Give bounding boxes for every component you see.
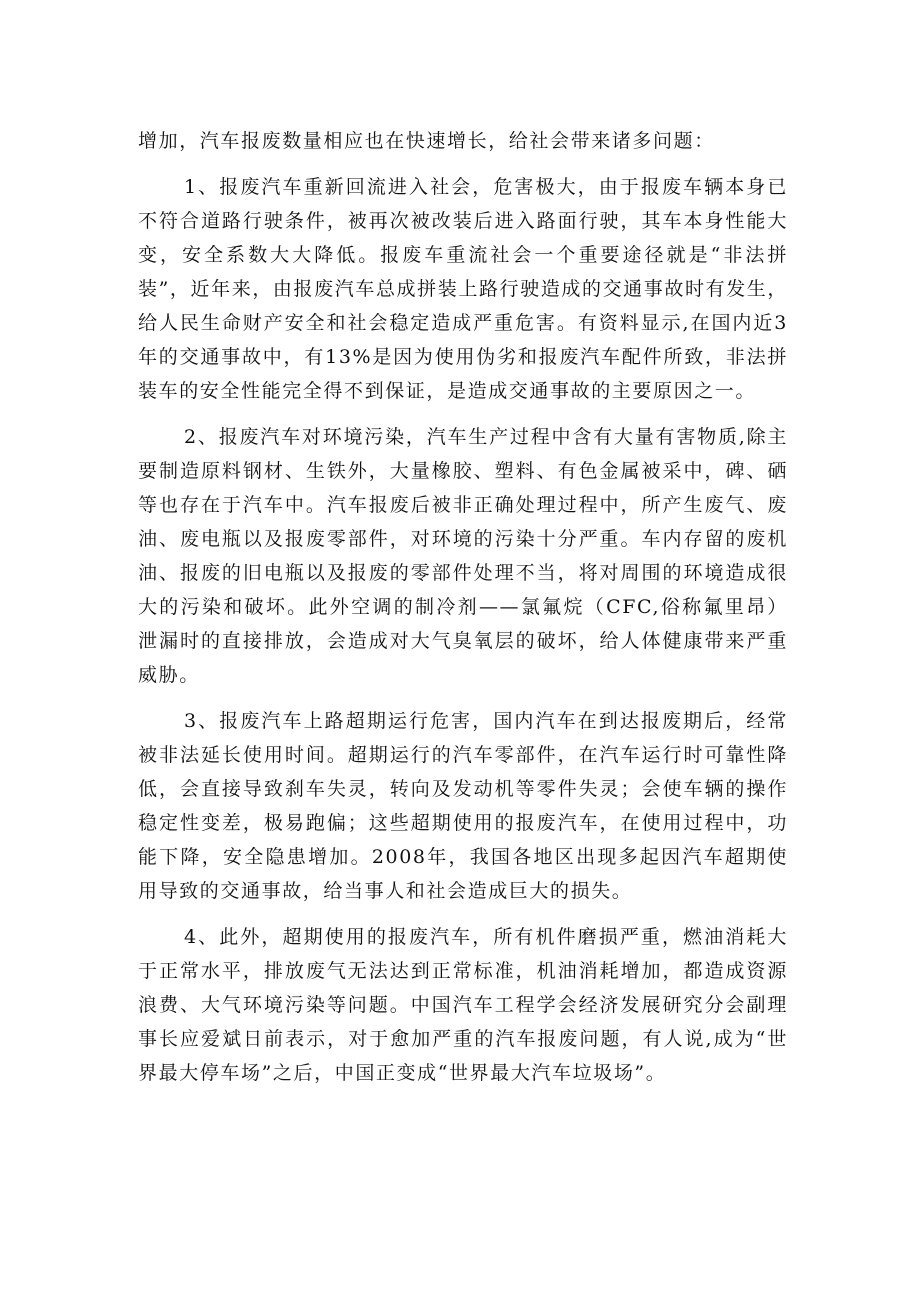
paragraph-item-3: 3、报废汽车上路超期运行危害，国内汽车在到达报废期后，经常被非法延长使用时间。超期运行的汽车零部件，在汽车运行时可靠性降低，会直接导致刹车失灵，转向及发动机等零件失灵；会使车辆的操作稳定性变差，极易跑偏；这些超期使用的报废汽车，在使用过程中，功能下降，安全隐患增加。2008年，我国各地区出现多起因汽车超期使用导致的交通事故，给当事人和社会造成巨大的损失。 — [138, 710, 788, 902]
paragraph-intro-continuation: 增加，汽车报废数量相应也在快速增长，给社会带来诸多问题： — [138, 130, 715, 152]
document-body — [138, 124, 788, 1090]
paragraph-item-1: 1、报废汽车重新回流进入社会，危害极大，由于报废车辆本身已不符合道路行驶条件，被再次被改装后进入路面行驶，其车本身性能大变，安全系数大大降低。报废车重流社会一个重要途径就是“非法拼装”，近年来，由报废汽车总成拼装上路行驶造成的交通事故时有发生，给人民生命财产安全和社会稳定造成严重危害。有资料显示,在国内近3年的交通事故中，有13%是因为使用伪劣和报废汽车配件所致，非法拼装车的安全性能完全得不到保证，是造成交通事故的主要原因之一。 — [138, 176, 788, 402]
paragraph-item-2: 2、报废汽车对环境污染，汽车生产过程中含有大量有害物质,除主要制造原料钢材、生铁外，大量橡胶、塑料、有色金属被采中，碑、硒等也存在于汽车中。汽车报废后被非正确处理过程中，所产生废气、废油、废电瓶以及报废零部件，对环境的污染十分严重。车内存留的废机油、报废的旧电瓶以及报废的零部件处理不当，将对周围的环境造成很大的污染和破坏。此外空调的制冷剂——氯氟烷（CFC,俗称氟里昂）泄漏时的直接排放，会造成对大气臭氧层的破坏，给人体健康带来严重威胁。 — [138, 426, 788, 686]
paragraph-item-4: 4、此外，超期使用的报废汽车，所有机件磨损严重，燃油消耗大于正常水平，排放废气无法达到正常标准，机油消耗增加，都造成资源浪费、大气环境污染等问题。中国汽车工程学会经济发展研究分会副理事长应爱斌日前表示，对于愈加严重的汽车报废问题，有人说,成为“世界最大停车场”之后，中国正变成“世界最大汽车垃圾场”。 — [138, 926, 788, 1084]
